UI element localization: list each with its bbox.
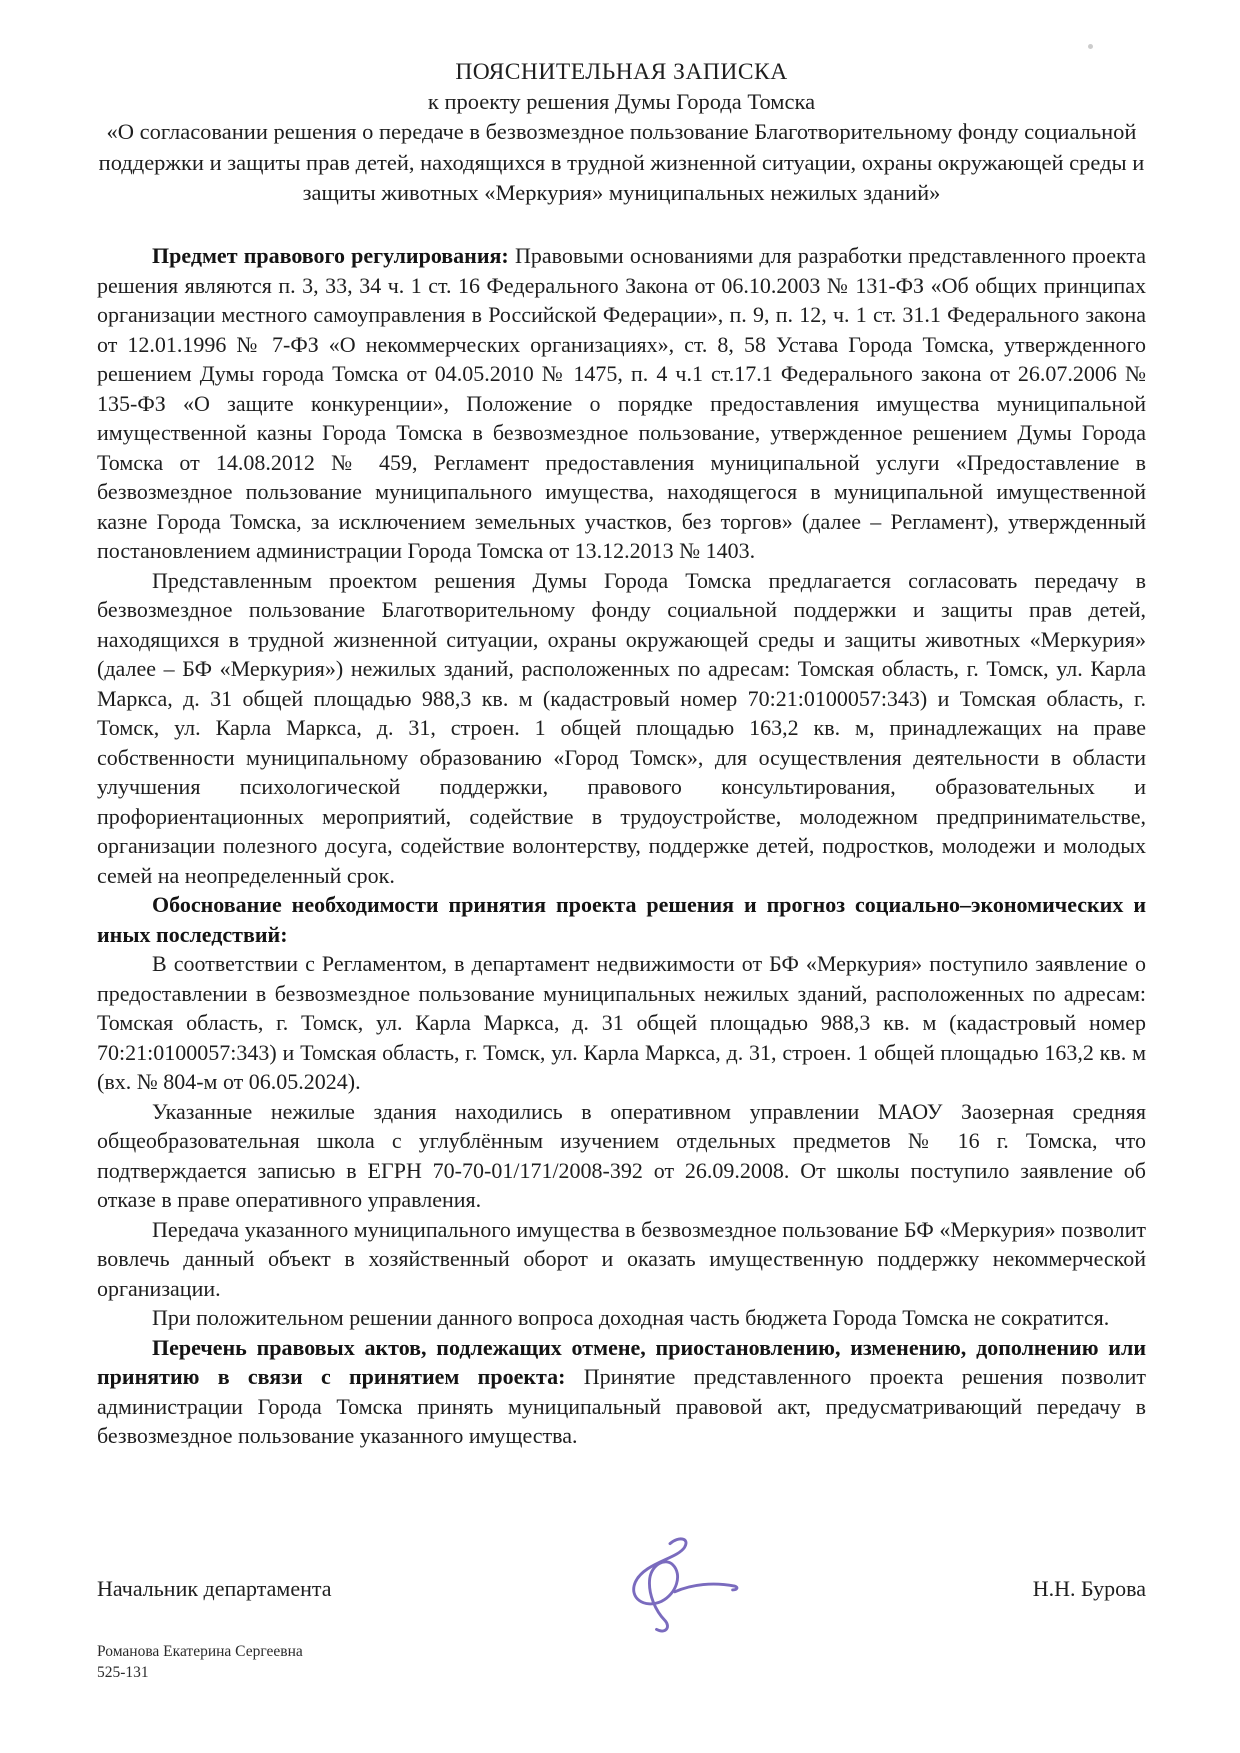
body-paragraph: При положительном решении данного вопроса доходная часть бюджета Города Томска не сократится.: [152, 1305, 1110, 1330]
signatory-name: Н.Н. Бурова: [1032, 1576, 1146, 1601]
document-paragraphs: [97, 241, 1146, 1451]
body-paragraph: В соответствии с Регламентом, в департамент недвижимости от БФ «Меркурия» поступило заявление о предоставлении в безвозмездное пользование муниципальных нежилых зданий, расположенных по адресам: Томская область, г. Томск, ул. Карла Маркса, д. 31 общей площадью 988,3 кв. м (кадастровый номер 70:21:0100057:343) и Томская область, г. Томск, ул. Карла Маркса, д. 31, строен. 1 общей площадью 163,2 кв. м (вх. № 804-м от 06.05.2024).: [97, 951, 1146, 1094]
signatory-position: Начальник департамента: [97, 1576, 332, 1601]
executor-name: Романова Екатерина Сергеевна: [97, 1643, 303, 1660]
paragraph-lead: Предмет правового регулирования:: [152, 243, 515, 268]
body-paragraph: Предмет правового регулирования: Правовыми основаниями для разработки представленного проекта решения являются п. 3, 33, 34 ч. 1 ст. 16 Федерального Закона от 06.10.2003 № 131-ФЗ «Об общих принципах организации местного самоуправления в Российской Федерации», п. 9, п. 12, ч. 1 ст. 31.1 Федерального закона от 12.01.1996 № 7-ФЗ «О некоммерческих организациях», ст. 8, 58 Устава Города Томска, утвержденного решением Думы города Томска от 04.05.2010 № 1475, п. 4 ч.1 ст.17.1 Федерального закона от 26.07.2006 № 135-ФЗ «О защите конкуренции», Положение о порядке предоставления имущества муниципальной имущественной казны Города Томска в безвозмездное пользование, утвержденное решением Думы Города Томска от 14.08.2012 № 459, Регламент предоставления муниципальной услуги «Предоставление в безвозмездное пользование муниципального имущества, находящегося в муниципальной имущественной казне Города Томска, за исключением земельных участков, без торгов» (далее – Регламент), утвержденный постановлением администрации Города Томска от 13.12.2013 № 1403.: [97, 243, 1147, 563]
document-title: ПОЯСНИТЕЛЬНАЯ ЗАПИСКА: [455, 59, 788, 85]
body-paragraph: Указанные нежилые здания находились в оперативном управлении МАОУ Заозерная средняя общеобразовательная школа с углублённым изучением отдельных предметов № 16 г. Томска, что подтверждается записью в ЕГРН 70-70-01/171/2008-392 от 26.09.2008. От школы поступило заявление об отказе в праве оперативного управления.: [97, 1098, 1146, 1212]
body-paragraph: Представленным проектом решения Думы Города Томска предлагается согласовать передачу в безвозмездное пользование Благотворительному фонду социальной поддержки и защиты прав детей, находящихся в трудной жизненной ситуации, охраны окружающей среды и защиты животных «Меркурия» (далее – БФ «Меркурия») нежилых зданий, расположенных по адресам: Томская область, г. Томск, ул. Карла Маркса, д. 31 общей площадью 988,3 кв. м (кадастровый номер 70:21:0100057:343) и Томская область, г. Томск, ул. Карла Маркса, д. 31, строен. 1 общей площадью 163,2 кв. м, принадлежащих на праве собственности муниципальному образованию «Город Томск», для осуществления деятельности в области улучшения психологической поддержки, правового консультирования, образовательных и профориентационных мероприятий, содействие в трудоустройстве, молодежном предпринимательстве, организации полезного досуга, содействие волонтерству, поддержке детей, подростков, молодежи и молодых семей на неопределенный срок.: [97, 567, 1146, 888]
paragraph-lead: Обоснование необходимости принятия проекта решения и прогноз социально–экономических и иных последствий:: [97, 892, 1146, 947]
paragraph-lead: Перечень правовых актов, подлежащих отмене, приостановлению, изменению, дополнению или принятию в связи с принятием проекта:: [97, 1334, 1146, 1389]
handwritten-signature-icon: [622, 1534, 744, 1640]
body-paragraph: Перечень правовых актов, подлежащих отмене, приостановлению, изменению, дополнению или принятию в связи с принятием проекта: Принятие представленного проекта решения позволит администрации Города Томска принять муниципальный правовой акт, предусматривающий передачу в безвозмездное пользование указанного имущества.: [97, 1334, 1146, 1448]
executor-block: [97, 1642, 303, 1683]
document-subject: «О согласовании решения о передаче в безвозмездное пользование Благотворительному фонду социальной поддержки и защиты прав детей, находящихся в трудной жизненной ситуации, охраны окружающей среды и защиты животных «Меркурия» муниципальных нежилых зданий»: [98, 119, 1145, 205]
body-paragraph: Передача указанного муниципального имущества в безвозмездное пользование БФ «Меркурия» позволит вовлечь данный объект в хозяйственный оборот и оказать имущественную поддержку некоммерческой организации.: [97, 1216, 1146, 1301]
body-paragraph: [97, 890, 1146, 949]
document-subtitle: к проекту решения Думы Города Томска: [427, 89, 816, 114]
document-header: [97, 57, 1146, 209]
executor-phone: 525-131: [97, 1663, 149, 1681]
scan-artifact-dot: [1088, 44, 1093, 49]
